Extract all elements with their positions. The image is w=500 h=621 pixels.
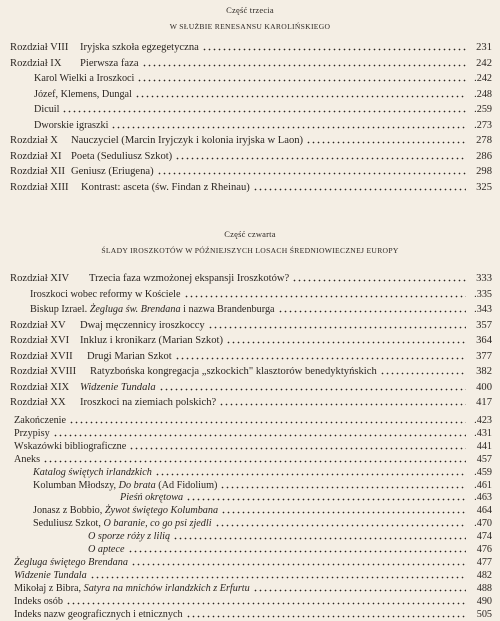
chapter-number: Rozdział XVI: [10, 335, 70, 346]
page-number: 333: [476, 273, 492, 284]
page-number: .335: [474, 288, 492, 300]
page-number: 325: [476, 181, 492, 193]
entry-title: Trzecia faza wzmożonej ekspansji Iroszkotów?: [89, 273, 290, 284]
part3-toc-entry: [10, 164, 492, 177]
dot-leader: [219, 396, 466, 406]
dot-leader: [186, 491, 466, 501]
back-toc-entry: [10, 529, 492, 542]
page-number: 357: [476, 319, 492, 331]
back-toc-entry: [10, 426, 492, 439]
chapter-number: Rozdział XVIII: [10, 366, 77, 377]
back-toc-entry: [10, 503, 492, 516]
part4-toc-entry: [10, 302, 492, 315]
entry-title: Karol Wielki a Iroszkoci: [34, 73, 135, 84]
entry-title: Iroszkoci na ziemiach polskich?: [80, 397, 217, 408]
entry-title: Biskup Izrael. Żegluga św. Brendana i nazwa Brandenburga: [30, 304, 275, 315]
page-number: 286: [476, 150, 492, 162]
part3-toc-entry: [10, 118, 492, 131]
page-number: .423: [474, 415, 492, 426]
dot-leader: [173, 530, 466, 540]
part4-toc-entry: [10, 380, 492, 393]
page-number: .470: [474, 518, 492, 530]
dot-leader: [202, 41, 466, 51]
chapter-number: Rozdział XVII: [10, 350, 73, 362]
page-number: 400: [476, 381, 492, 393]
entry-title: Pierwsza faza: [80, 57, 139, 69]
chapter-number: Rozdział XIX: [10, 381, 70, 393]
entry-title: Indeks nazw geograficznych i etnicznych: [14, 608, 183, 620]
dot-leader: [278, 303, 466, 313]
dot-leader: [53, 427, 466, 437]
dot-leader: [111, 119, 466, 129]
chapter-number: Rozdział XI: [10, 150, 62, 162]
page-number: .259: [474, 104, 492, 115]
entry-title: O sporze róży z lilią: [88, 531, 171, 543]
page-number: 457: [476, 453, 492, 465]
entry-title: Indeks osób: [14, 595, 63, 607]
page-number: 231: [476, 42, 492, 53]
dot-leader: [142, 57, 466, 67]
page-number: .463: [474, 492, 492, 504]
chapter-number: Rozdział VIII: [10, 42, 69, 53]
back-toc-entry: [10, 413, 492, 426]
chapter-number: Rozdział XV: [10, 319, 66, 331]
page-number: 417: [476, 397, 492, 408]
entry-title: Żegluga świętego Brendana: [14, 556, 128, 568]
part3-toc-entry: [10, 71, 492, 84]
dot-leader: [215, 517, 466, 527]
chapter-number: Rozdział IX: [10, 57, 62, 69]
dot-leader: [306, 134, 466, 144]
back-toc-entry: [10, 490, 492, 503]
dot-leader: [380, 365, 466, 375]
page-number: 382: [476, 366, 492, 377]
part4-toc-entry: [10, 271, 492, 284]
dot-leader: [253, 181, 466, 191]
entry-title: Przypisy: [14, 427, 50, 439]
dot-leader: [208, 319, 466, 329]
page-number: .242: [474, 73, 492, 84]
dot-leader: [131, 556, 466, 566]
entry-title: O aptece: [88, 544, 125, 555]
dot-leader: [184, 288, 467, 298]
entry-title: Jonasz z Bobbio, Żywot świętego Kolumbana: [33, 505, 219, 517]
chapter-number: Rozdział XII: [10, 166, 66, 177]
page-number: 377: [476, 350, 492, 362]
dot-leader: [135, 88, 466, 98]
dot-leader: [175, 350, 466, 360]
dot-leader: [129, 440, 466, 450]
dot-leader: [186, 608, 466, 618]
dot-leader: [221, 504, 466, 514]
dot-leader: [43, 453, 466, 463]
page-number: 505: [476, 608, 492, 620]
dot-leader: [175, 150, 466, 160]
dot-leader: [226, 334, 466, 344]
part3-toc-entry: [10, 133, 492, 146]
entry-title: Geniusz (Eriugena): [71, 166, 154, 177]
back-toc-entry: [10, 581, 492, 594]
page-number: .461: [474, 479, 492, 491]
back-toc-entry: [10, 465, 492, 478]
page-number: 441: [476, 440, 492, 452]
part4-label: Część czwarta: [224, 229, 276, 239]
entry-title: Widzenie Tundala: [80, 381, 156, 393]
dot-leader: [220, 479, 466, 489]
part4-toc-entry: [10, 364, 492, 377]
part4-title: ŚLADY IROSZKOTÓW W PÓŹNIEJSZYCH LOSACH ŚREDNIOWIECZNEJ EUROPY: [101, 246, 399, 255]
dot-leader: [253, 582, 466, 592]
chapter-number: Rozdział X: [10, 135, 58, 146]
entry-title: Dwaj męczennicy iroszkoccy: [80, 319, 205, 331]
entry-title: Iryjska szkoła egzegetyczna: [80, 42, 199, 53]
entry-title: Poeta (Seduliusz Szkot): [71, 150, 173, 162]
dot-leader: [159, 381, 466, 391]
dot-leader: [90, 569, 466, 579]
dot-leader: [128, 543, 467, 553]
back-toc-entry: [10, 516, 492, 529]
back-toc-entry: [10, 607, 492, 620]
part3-toc-entry: [10, 102, 492, 115]
page-number: 490: [476, 595, 492, 607]
chapter-number: Rozdział XIII: [10, 181, 69, 193]
back-toc-entry: [10, 594, 492, 607]
dot-leader: [62, 103, 466, 113]
part3-toc-entry: [10, 87, 492, 100]
entry-title: Widzenie Tundala: [14, 569, 87, 581]
page-number: .431: [474, 427, 492, 439]
back-toc-entry: [10, 555, 492, 568]
entry-title: Józef, Klemens, Dungal: [34, 88, 132, 100]
page-number: .273: [474, 119, 492, 131]
page-number: 482: [476, 569, 492, 581]
entry-title: Wskazówki bibliograficzne: [14, 440, 127, 452]
dot-leader: [157, 165, 466, 175]
entry-title: Dicuil: [34, 104, 60, 115]
dot-leader: [137, 72, 466, 82]
back-toc-entry: [10, 568, 492, 581]
page-number: .459: [474, 466, 492, 478]
part3-toc-entry: [10, 180, 492, 193]
entry-title: Drugi Marian Szkot: [87, 350, 172, 362]
part3-title: W SŁUŻBIE RENESANSU KAROLIŃSKIEGO: [169, 22, 331, 31]
back-toc-entry: [10, 478, 492, 491]
page-number: 298: [476, 166, 492, 177]
entry-title: Aneks: [14, 453, 41, 465]
dot-leader: [69, 414, 466, 424]
part4-toc-entry: [10, 395, 492, 408]
dot-leader: [66, 595, 466, 605]
back-toc-entry: [10, 452, 492, 465]
entry-title: Mikołaj z Bibra, Satyra na mnichów irlandzkich z Erfurtu: [14, 582, 250, 594]
part3-toc-entry: [10, 56, 492, 69]
entry-title: Pieśń okrętowa: [120, 492, 184, 504]
entry-title: Ratyzbońska kongregacja „szkockich" klasztorów benedyktyńskich: [90, 366, 377, 377]
page-number: .343: [474, 304, 492, 315]
page-number: 278: [476, 135, 492, 146]
page-number: 477: [476, 556, 492, 568]
page-number: 242: [476, 57, 492, 69]
chapter-number: Rozdział XIV: [10, 273, 70, 284]
part3-toc-entry: [10, 149, 492, 162]
part3-toc-entry: [10, 40, 492, 53]
page-number: 488: [476, 582, 492, 594]
back-toc-entry: [10, 542, 492, 555]
page-number: 474: [476, 531, 492, 543]
entry-title: Seduliusz Szkot, O baranie, co go psi zjedli: [33, 518, 212, 530]
entry-title: Dworskie igraszki: [34, 119, 109, 131]
page-number: 476: [476, 544, 492, 555]
chapter-number: Rozdział XX: [10, 397, 66, 408]
entry-title: Zakończenie: [14, 415, 67, 426]
entry-title: Katalog świętych irlandzkich: [33, 466, 152, 478]
dot-leader: [155, 466, 466, 476]
dot-leader: [292, 272, 466, 282]
entry-title: Inkluz i kronikarz (Marian Szkot): [80, 335, 223, 346]
entry-title: Iroszkoci wobec reformy w Kościele: [30, 288, 181, 300]
entry-title: Nauczyciel (Marcin Iryjczyk i kolonia iryjska w Laon): [71, 135, 304, 146]
back-toc-entry: [10, 439, 492, 452]
part3-label: Część trzecia: [226, 5, 274, 15]
part4-toc-entry: [10, 333, 492, 346]
page-number: 364: [476, 335, 492, 346]
entry-title: Kolumban Młodszy, Do brata (Ad Fidolium): [33, 479, 218, 491]
page-number: 464: [476, 505, 492, 517]
part4-toc-entry: [10, 318, 492, 331]
part4-toc-entry: [10, 349, 492, 362]
page-number: .248: [474, 88, 492, 100]
part4-toc-entry: [10, 287, 492, 300]
entry-title: Kontrast: asceta (św. Findan z Rheinau): [81, 181, 250, 193]
